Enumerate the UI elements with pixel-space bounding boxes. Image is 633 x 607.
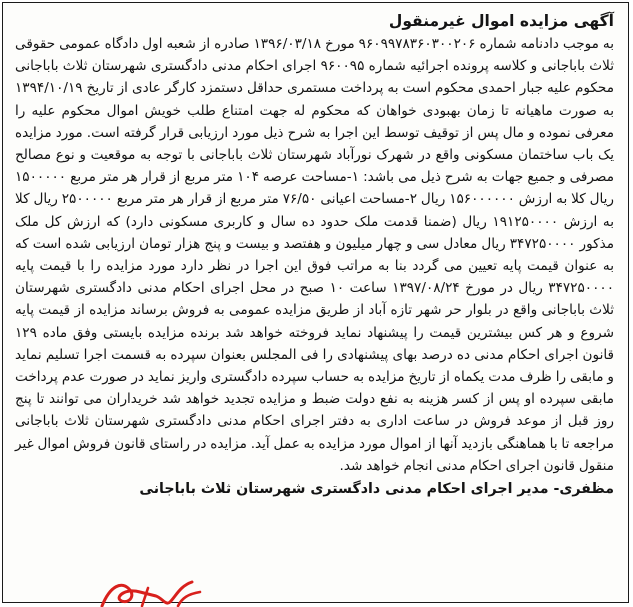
red-pen-mark <box>96 576 206 607</box>
notice-body: به موجب دادنامه شماره ۹۶۰۹۹۷۸۳۶۰۳۰۰۲۰۶ مورخ ۱۳۹۶/۰۳/۱۸ صادره از شعبه اول دادگاه عمومی حقوقی ثلاث باباجانی و کلاسه پرونده اجرائیه شماره ۹۶۰۰۹۵ اجرای احکام مدنی دادگستری شهرستان ثلاث باباجانی محکوم علیه جبار احمدی محکوم است به پرداخت مستمری حداقل دستمزد کارگر عادی از تاریخ ۱۳۹۴/۱۰/۱۹ به صورت ماهیانه تا زمان بهبودی خواهان که محکوم له جهت امتناع طلب خویش اموال محکوم علیه را معرفی نموده و مال پس از توقیف توسط این اجرا به شرح ذیل مورد ارزیابی قرار گرفته است. مورد مزایده یک باب ساختمان مسکونی واقع در شهرک نورآباد شهرستان ثلاث باباجانی با توجه به موقعیت و نوع مصالح مصرفی و جمیع جهات به شرح ذیل می باشد: ۱-مساحت عرصه ۱۰۴ متر مربع از قرار هر متر مربع ۱۵۰۰۰۰۰ ریال کلا به ارزش ۱۵۶۰۰۰۰۰۰ ریال ۲-مساحت اعیانی ۷۶/۵۰ متر مربع از قرار هر متر مربع ۲۵۰۰۰۰۰ ریال کلا به ارزش ۱۹۱۲۵۰۰۰۰ ریال (ضمنا قدمت ملک حدود ده سال و کاربری مسکونی دارد) که ارزش کل ملک مذکور ۳۴۷۲۵۰۰۰۰ ریال معادل سی و چهار میلیون و هفتصد و بیست و پنج هزار تومان ارزیابی شده است که به عنوان قیمت پایه تعیین می گردد بنا به مراتب فوق این اجرا در نظر دارد مورد مزایده را با قیمت پایه ۳۴۷۲۵۰۰۰۰ ریال در مورخ ۱۳۹۷/۰۸/۲۴ ساعت ۱۰ صبح در محل اجرای احکام مدنی دادگستری شهرستان ثلاث باباجانی واقع در بلوار حر شهر تازه آباد از طریق مزایده عمومی به فروش برساند مزایده از قیمت پایه شروع و هر کس بیشترین قیمت را پیشنهاد نماید فروخته خواهد شد برنده مزایده بایستی وفق ماده ۱۲۹ قانون اجرای احکام مدنی ده درصد بهای پیشنهادی را فی المجلس بعنوان سپرده به قسمت اجرا تسلیم نماید و مابقی را ظرف مدت یکماه از تاریخ مزایده به حساب سپرده دادگستری واریز نماید در صورت عدم پرداخت مابقی سپرده او پس از کسر هزینه به نفع دولت ضبط و مزایده تجدید خواهد شد خریداران می توانند تا پنج روز قبل از موعد فروش در ساعت اداری به دفتر اجرای احکام مدنی دادگستری شهرستان ثلاث باباجانی مراجعه تا با هماهنگی بازدید آنها از اموال مورد مزایده به عمل آید. مزایده در راستای قانون فروش اموال غیر منقول قانون اجرای احکام مدنی انجام خواهد شد. <box>15 36 615 474</box>
notice-title: آگهی مزایده اموال غیرمنقول <box>388 12 614 30</box>
notice-content <box>3 3 628 499</box>
notice-frame <box>2 2 629 603</box>
notice-signature: مظفری- مدیر اجرای احکام مدنی دادگستری شهرستان ثلاث باباجانی <box>139 481 614 498</box>
